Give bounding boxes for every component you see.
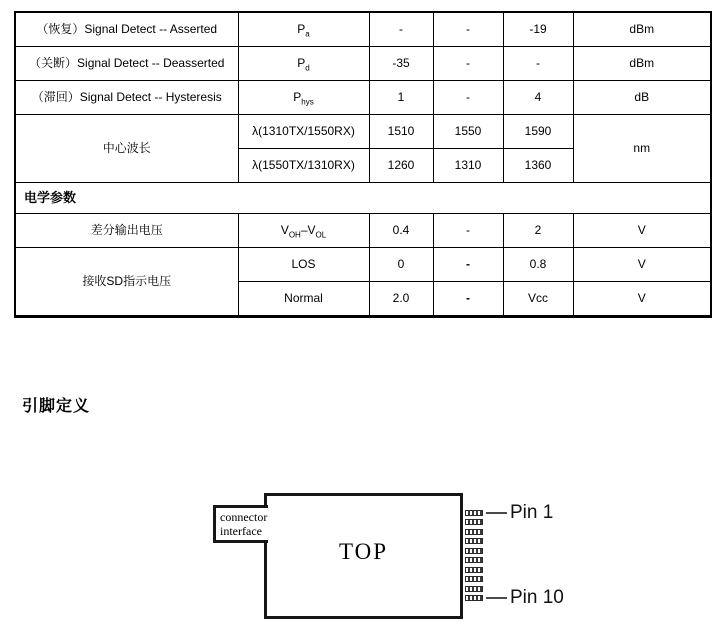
symbol-base: λ(1310TX/1550RX) [252,124,355,138]
max-cell: 4 [503,81,573,115]
typ-cell: 1310 [433,149,503,183]
symbol-base: –V [300,223,316,237]
symbol-subscript: OH [288,230,301,240]
param-cell: 中心波长 [15,115,238,183]
param-cell: （恢复）Signal Detect -- Asserted [15,12,238,47]
top-view-label: TOP [338,539,389,564]
table-row-diff-output-voltage [15,214,711,248]
typ-cell: - [433,47,503,81]
unit-cell: dBm [573,47,711,81]
symbol-base: λ(1550TX/1310RX) [252,158,355,172]
symbol-cell [238,12,369,47]
symbol-subscript: a [305,29,310,39]
symbol-cell [238,214,369,248]
max-cell: 0.8 [503,248,573,282]
pin-definition-heading: 引脚定义 [22,398,91,415]
table-row-wavelength-1310tx [15,115,711,149]
symbol-subscript: OL [315,230,327,240]
unit-cell: nm [573,115,711,183]
pin-5 [465,548,483,554]
section-header-cell: 电学参数 [15,183,711,214]
symbol-cell [238,81,369,115]
symbol-cell [238,149,369,183]
table-row-sd-voltage-los [15,248,711,282]
symbol-cell [238,47,369,81]
unit-cell: dB [573,81,711,115]
unit-cell: V [573,248,711,282]
min-cell: 1 [369,81,433,115]
pin-2 [465,519,483,525]
min-cell: 2.0 [369,282,433,317]
symbol-cell [238,282,369,317]
pin-1-leader-line [486,512,507,514]
table-row-sd-hysteresis [15,81,711,115]
param-cell: 接收SD指示电压 [15,248,238,317]
spec-table [14,11,712,318]
typ-cell: - [433,248,503,282]
connector-interface-box [213,505,268,543]
pin-7 [465,567,483,573]
symbol-base: P [293,90,302,104]
min-cell: 0 [369,248,433,282]
min-cell: 1260 [369,149,433,183]
table-row-sd-asserted [15,12,711,47]
unit-cell: V [573,282,711,317]
min-cell: 1510 [369,115,433,149]
symbol-base: LOS [291,257,316,271]
unit-cell: dBm [573,12,711,47]
pin-3 [465,529,483,535]
typ-cell: - [433,12,503,47]
symbol-base: P [297,56,306,70]
symbol-base: Normal [284,291,323,305]
connector-label-line2: interface [220,524,262,538]
pin-10 [465,595,483,601]
max-cell: - [503,47,573,81]
max-cell: 1590 [503,115,573,149]
pin-1-label: Pin 1 [510,502,554,523]
pin-4 [465,538,483,544]
table-row-sd-deasserted [15,47,711,81]
symbol-subscript: hys [301,97,314,107]
param-cell: 差分输出电压 [15,214,238,248]
typ-cell: - [433,282,503,317]
unit-cell: V [573,214,711,248]
pin-8 [465,576,483,582]
max-cell: Vcc [503,282,573,317]
symbol-base: V [280,223,289,237]
typ-cell: - [433,214,503,248]
symbol-cell [238,248,369,282]
symbol-cell [238,115,369,149]
max-cell: -19 [503,12,573,47]
min-cell: 0.4 [369,214,433,248]
symbol-subscript: d [305,63,310,73]
typ-cell: - [433,81,503,115]
table-row-section-electrical [15,183,711,214]
pin-1 [465,510,483,516]
param-cell: （滞回）Signal Detect -- Hysteresis [15,81,238,115]
param-cell: （关断）Signal Detect -- Deasserted [15,47,238,81]
connector-label-line1: connector [220,510,268,524]
max-cell: 1360 [503,149,573,183]
min-cell: - [369,12,433,47]
pin-10-label: Pin 10 [510,587,564,608]
typ-cell: 1550 [433,115,503,149]
min-cell: -35 [369,47,433,81]
pin-10-leader-line [486,597,507,599]
max-cell: 2 [503,214,573,248]
pin-6 [465,557,483,563]
symbol-base: P [297,22,306,36]
pin-9 [465,586,483,592]
